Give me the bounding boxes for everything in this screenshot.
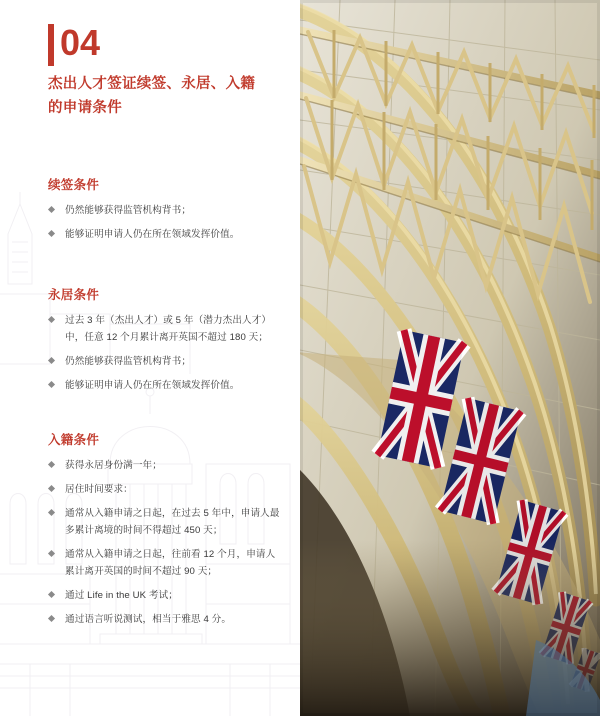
list-item	[48, 312, 280, 346]
list-item-text: 获得永居身份满一年；	[65, 460, 162, 471]
list-item-text: 能够证明申请人仍在所在领域发挥价值。	[65, 229, 240, 240]
photo-illustration	[300, 0, 600, 716]
group-heading-ruji: 入籍条件	[48, 433, 100, 447]
list-item-text: 通过语言听说测试，相当于雅思 4 分。	[65, 614, 232, 625]
group-heading-xuqian: 续签条件	[48, 178, 100, 192]
diamond-bullet-icon	[48, 206, 55, 213]
number-accent-bar	[48, 24, 54, 66]
group-heading-yongju: 永居条件	[48, 288, 100, 302]
list-item	[48, 457, 280, 474]
diamond-bullet-icon	[48, 461, 55, 468]
diamond-bullet-icon	[48, 357, 55, 364]
diamond-bullet-icon	[48, 615, 55, 622]
list-item-text: 过去 3 年（杰出人才）或 5 年（潜力杰出人才）中，任意 12 个月累计离开英国不超过 180 天；	[65, 315, 272, 343]
list-item-text: 仍然能够获得监管机构背书；	[65, 356, 192, 367]
list-item-text: 通常从入籍申请之日起，在过去 5 年中，申请人最多累计离境的时间不得超过 450 天；	[65, 508, 280, 536]
diamond-bullet-icon	[48, 381, 55, 388]
page-title-line-1: 杰出人才签证续签、永居、入籍	[48, 76, 256, 92]
diamond-bullet-icon	[48, 230, 55, 237]
list-item	[48, 546, 280, 580]
list-item	[48, 505, 280, 539]
list-item-text: 通常从入籍申请之日起，往前看 12 个月，申请人累计离开英国的时间不超过 90 天；	[65, 549, 276, 577]
list-item	[48, 611, 280, 628]
photo-uk-station-roof-with-union-jack-flags	[300, 0, 600, 716]
diamond-bullet-icon	[48, 316, 55, 323]
list-item-text: 能够证明申请人仍在所在领域发挥价值。	[65, 380, 240, 391]
diamond-bullet-icon	[48, 550, 55, 557]
list-item	[48, 587, 280, 604]
group-ruji	[48, 430, 280, 635]
page-title-line-2: 的申请条件	[48, 100, 122, 116]
diamond-bullet-icon	[48, 591, 55, 598]
section-number-block	[48, 24, 100, 66]
list-item	[48, 377, 280, 394]
list-item	[48, 202, 280, 219]
diamond-bullet-icon	[48, 485, 55, 492]
list-item-text: 通过 Life in the UK 考试；	[65, 590, 178, 601]
bullet-list-yongju	[48, 312, 280, 394]
list-item	[48, 481, 280, 498]
list-item-text: 仍然能够获得监管机构背书；	[65, 205, 192, 216]
bullet-list-ruji	[48, 457, 280, 628]
group-xuqian	[48, 175, 280, 250]
group-yongju	[48, 285, 280, 401]
list-item-text: 居住时间要求：	[65, 484, 133, 495]
bullet-list-xuqian	[48, 202, 280, 243]
diamond-bullet-icon	[48, 509, 55, 516]
page-title	[48, 72, 273, 120]
list-item	[48, 353, 280, 370]
section-number: 04	[60, 22, 101, 63]
list-item	[48, 226, 280, 243]
